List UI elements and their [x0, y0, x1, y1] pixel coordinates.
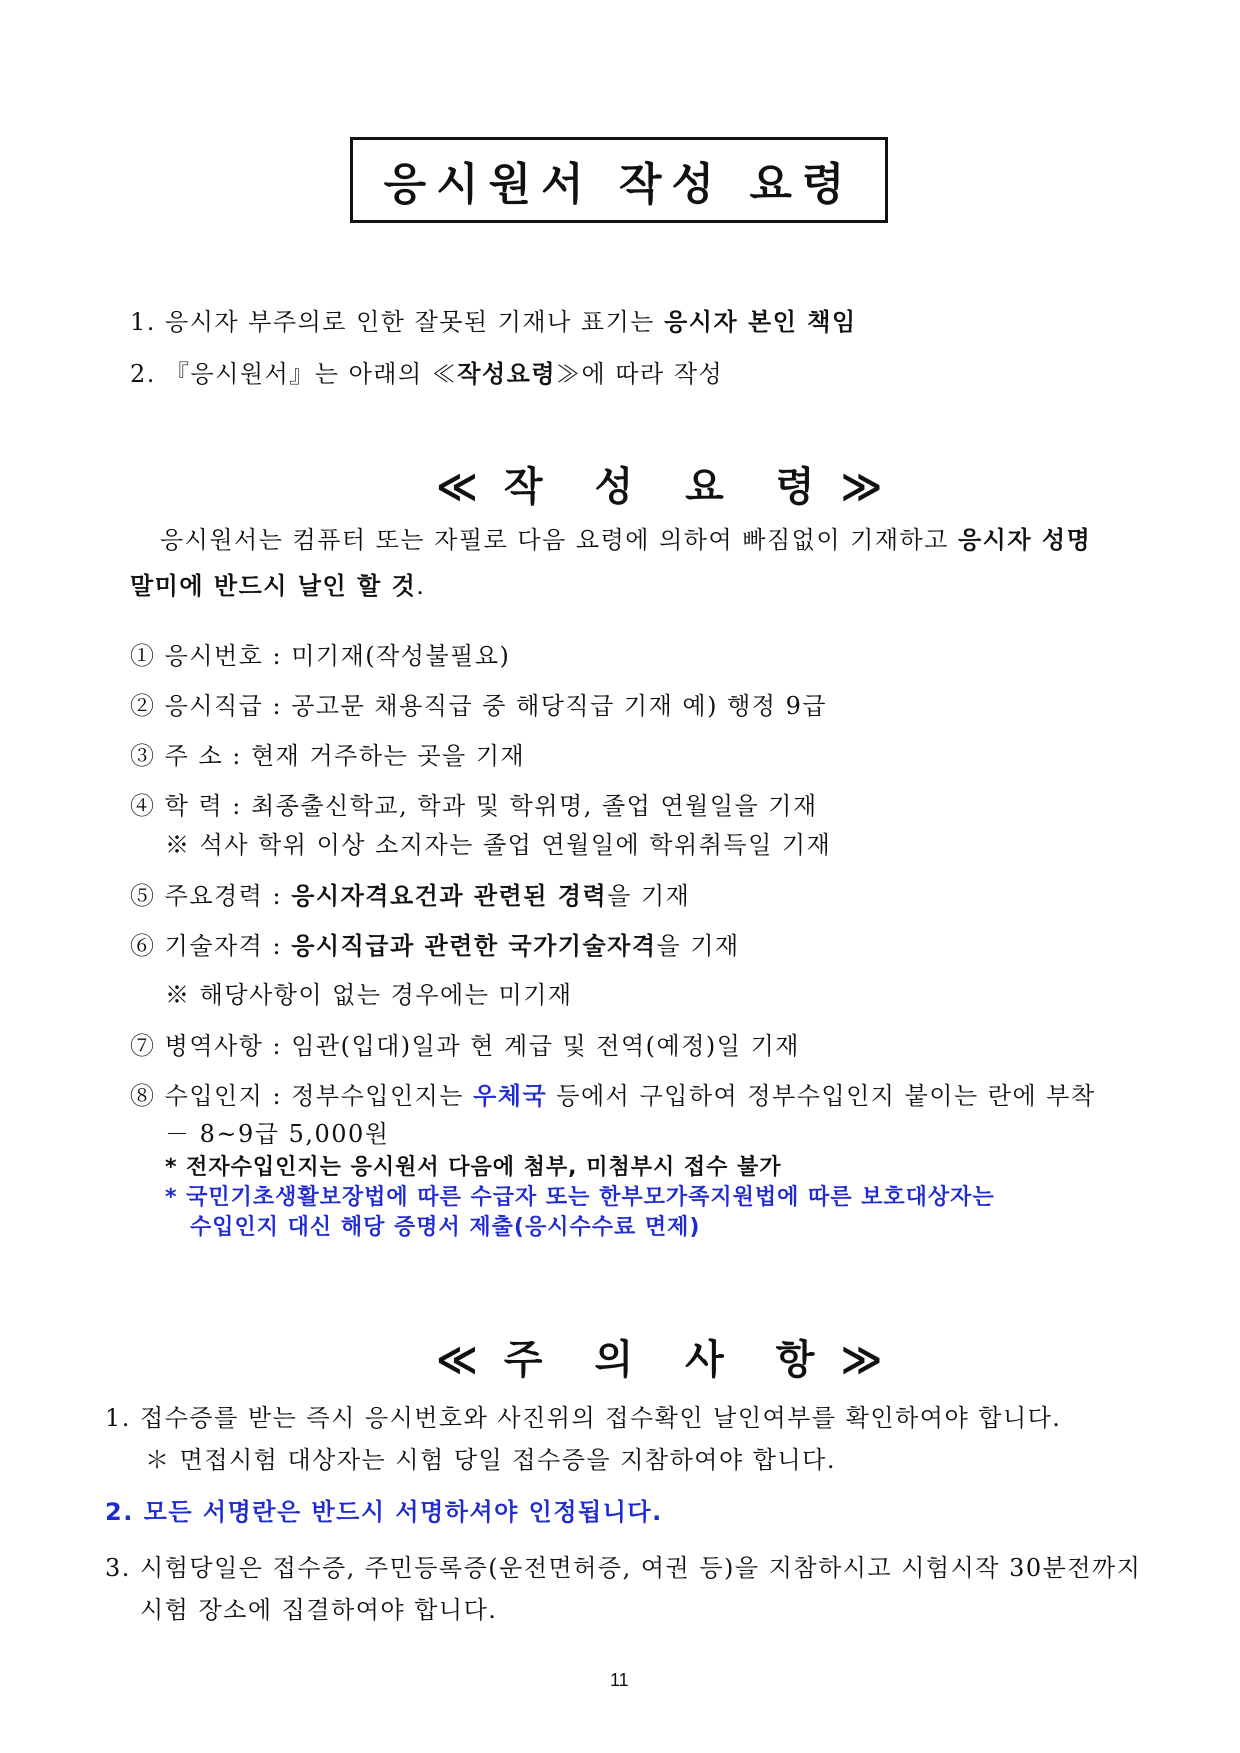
heading-char: 항 — [775, 1337, 815, 1383]
list-item: ② 응시직급 : 공고문 채용직급 중 해당직급 기재 예) 행정 9급 — [130, 692, 828, 720]
list-item-bold: 응시자격요건과 관련된 경력 — [291, 882, 608, 910]
heading-char: 사 — [685, 1337, 724, 1383]
intro-line-1-text: 1. 응시자 부주의로 인한 잘못된 기재나 표기는 — [130, 308, 665, 336]
list-item-note-bold: * 전자수입인지는 응시원서 다음에 첨부, 미첨부시 접수 불가 — [165, 1155, 782, 1180]
heading-close-bracket: ≫ — [840, 464, 883, 510]
page-title: 응시원서 작성 요령 — [383, 159, 855, 210]
list-item-note: ※ 석사 학위 이상 소지자는 졸업 연월일에 학위취득일 기재 — [165, 831, 832, 859]
guide-paragraph-period: . — [416, 572, 426, 600]
list-item-tail: 등에서 구입하여 정부수입인지 붙이는 란에 부착 — [547, 1082, 1096, 1110]
guide-paragraph-line-2 — [130, 566, 425, 601]
list-item-label: ⑧ 수입인지 : 정부수입인지는 — [130, 1082, 474, 1110]
heading-char: 성 — [594, 464, 634, 510]
section-heading-writing-guide — [436, 455, 882, 512]
list-item-tail: 을 기재 — [656, 932, 740, 960]
intro-line-1 — [130, 302, 857, 337]
list-item — [130, 876, 690, 911]
section-heading-precautions — [436, 1328, 882, 1385]
guide-paragraph-text: 응시원서는 컴퓨터 또는 자필로 다음 요령에 의하여 빠짐없이 기재하고 — [160, 526, 958, 554]
list-item-note-blue-cont: 수입인지 대신 해당 증명서 제출(응시수수료 면제) — [190, 1215, 701, 1240]
heading-char: 작 — [503, 464, 543, 510]
heading-open-bracket: ≪ — [436, 464, 478, 510]
precaution-3-cont: 시험 장소에 집결하여야 합니다. — [140, 1596, 498, 1624]
list-item-bold: 응시직급과 관련한 국가기술자격 — [291, 932, 657, 960]
list-item: ⑦ 병역사항 : 임관(입대)일과 현 계급 및 전역(예정)일 기재 — [130, 1032, 800, 1060]
list-item-note-blue: * 국민기초생활보장법에 따른 수급자 또는 한부모가족지원법에 따른 보호대상자는 — [165, 1185, 995, 1210]
list-item: ① 응시번호 : 미기재(작성불필요) — [130, 642, 511, 670]
guide-paragraph-line-1 — [160, 520, 1091, 555]
list-item — [130, 1076, 1096, 1111]
heading-char: 요 — [685, 464, 724, 510]
intro-line-1-bold: 응시자 본인 책임 — [664, 308, 857, 336]
intro-line-2 — [130, 354, 723, 389]
guide-paragraph-bold-2: 말미에 반드시 날인 할 것 — [130, 572, 417, 600]
page-number: 11 — [610, 1670, 629, 1690]
list-item: ④ 학 력 : 최종출신학교, 학과 및 학위명, 졸업 연월일을 기재 — [130, 792, 818, 820]
intro-line-2-tail: ≫에 따라 작성 — [556, 360, 724, 388]
precaution-2: 2. 모든 서명란은 반드시 서명하셔야 인정됩니다. — [105, 1498, 663, 1526]
heading-open-bracket: ≪ — [436, 1337, 478, 1383]
intro-line-2-bold: 작성요령 — [457, 360, 557, 388]
list-item-price: － 8~9급 5,000원 — [165, 1120, 390, 1148]
list-item-note: ※ 해당사항이 없는 경우에는 미기재 — [165, 981, 573, 1009]
title-box — [350, 137, 888, 223]
list-item — [130, 926, 740, 961]
heading-char: 령 — [775, 464, 815, 510]
heading-char: 주 — [503, 1337, 543, 1383]
intro-line-2-text: 2. 『응시원서』는 아래의 ≪ — [130, 360, 458, 388]
list-item-highlight: 우체국 — [473, 1082, 548, 1110]
guide-paragraph-bold: 응시자 성명 — [958, 526, 1092, 554]
list-item-label: ⑥ 기술자격 : — [130, 932, 292, 960]
precaution-3: 3. 시험당일은 접수증, 주민등록증(운전면허증, 여권 등)을 지참하시고 시험시작 30분전까지 — [105, 1554, 1142, 1582]
list-item-tail: 을 기재 — [607, 882, 691, 910]
precaution-1-note: ＊ 면접시험 대상자는 시험 당일 접수증을 지참하여야 합니다. — [145, 1446, 836, 1474]
heading-close-bracket: ≫ — [840, 1337, 883, 1383]
list-item: ③ 주 소 : 현재 거주하는 곳을 기재 — [130, 742, 526, 770]
precaution-1: 1. 접수증를 받는 즉시 응시번호와 사진위의 접수확인 날인여부를 확인하여야 합니다. — [105, 1404, 1062, 1432]
heading-char: 의 — [594, 1337, 634, 1383]
list-item-label: ⑤ 주요경력 : — [130, 882, 292, 910]
